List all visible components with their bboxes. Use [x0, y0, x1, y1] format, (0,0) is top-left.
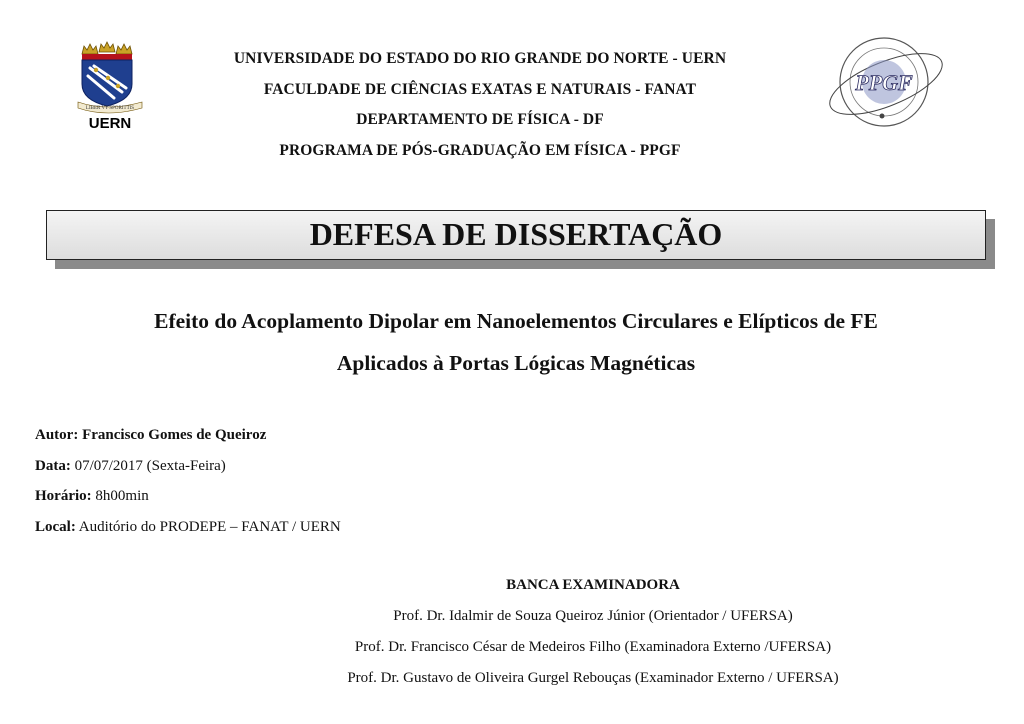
header-faculty: FACULDADE DE CIÊNCIAS EXATAS E NATURAIS - FANAT	[263, 80, 697, 98]
date-label: Data:	[35, 457, 71, 474]
defense-banner	[46, 210, 986, 260]
dissertation-title-line1: Efeito do Acoplamento Dipolar em Nanoelementos Circulares e Elípticos de FE	[154, 309, 878, 333]
board-heading: BANCA EXAMINADORA	[506, 577, 680, 593]
header-university: UNIVERSIDADE DO ESTADO DO RIO GRANDE DO NORTE - UERN	[233, 50, 727, 67]
svg-text:LIBER VT SPORITTIS: LIBER VT SPORITTIS	[85, 106, 135, 111]
board-member: Prof. Dr. Francisco César de Medeiros Filho (Examinadora Externo /UFERSA)	[354, 639, 832, 655]
svg-text:UERN: UERN	[88, 115, 132, 132]
ppgf-logo	[822, 34, 950, 130]
location-value: Auditório do PRODEPE – FANAT / UERN	[78, 518, 341, 535]
svg-text:PPGF: PPGF	[855, 70, 913, 95]
board-member: Prof. Dr. Idalmir de Souza Queiroz Júnior (Orientador / UFERSA)	[393, 608, 793, 624]
date-row	[35, 451, 341, 482]
author-row	[35, 420, 341, 451]
location-label: Local:	[35, 518, 76, 535]
author-value: Francisco Gomes de Queiroz	[82, 427, 267, 443]
uern-logo	[72, 40, 148, 132]
header-program: PROGRAMA DE PÓS-GRADUAÇÃO EM FÍSICA - PPGF	[279, 141, 681, 159]
board-member: Prof. Dr. Gustavo de Oliveira Gurgel Rebouças (Examinador Externo / UFERSA)	[347, 670, 839, 686]
date-value: 07/07/2017 (Sexta-Feira)	[74, 457, 226, 474]
header-department: DEPARTAMENTO DE FÍSICA - DF	[356, 111, 604, 128]
time-label: Horário:	[35, 488, 92, 505]
examining-board	[300, 570, 886, 694]
time-value: 8h00min	[95, 488, 149, 505]
location-row	[35, 512, 341, 543]
defense-info	[35, 420, 341, 542]
institution-header	[150, 44, 810, 166]
time-row	[35, 481, 341, 512]
dissertation-title-line2: Aplicados à Portas Lógicas Magnéticas	[336, 351, 696, 375]
author-label: Autor:	[35, 427, 79, 443]
banner-title: DEFESA DE DISSERTAÇÃO	[309, 216, 723, 252]
